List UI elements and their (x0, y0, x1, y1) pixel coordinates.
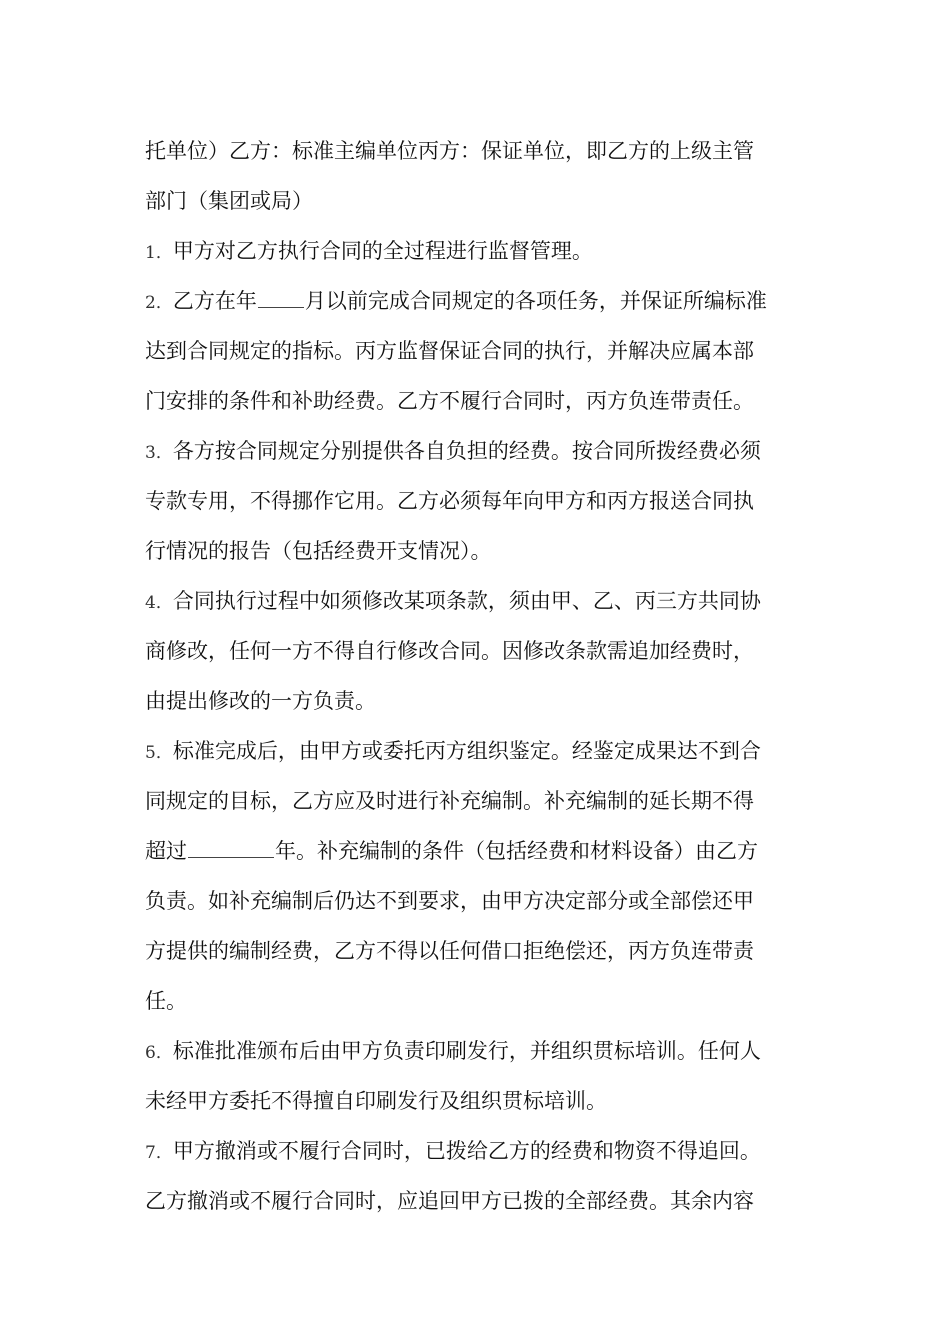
line-text: 合同执行过程中如须修改某项条款，须由甲、乙、丙三方共同协 (172, 589, 761, 613)
clause-4 (145, 586, 825, 618)
clause-number: 1． (145, 243, 173, 263)
text-line (145, 786, 825, 816)
line-text: 月以前完成合同规定的各项任务，并保证所编标准 (304, 289, 767, 313)
clause-number: 5． (145, 743, 173, 763)
text-line (145, 986, 825, 1016)
line-text: 年。补充编制的条件（包括经费和材料设备）由乙方 (275, 839, 758, 863)
clause-2 (145, 286, 825, 318)
line-text: 部门（集团或局） (145, 189, 313, 213)
fill-in-blank (258, 306, 304, 308)
clause-3 (145, 436, 825, 468)
line-text: 专款专用，不得挪作它用。乙方必须每年向甲方和丙方报送合同执 (145, 489, 754, 513)
text-line (145, 636, 825, 666)
clause-number: 2． (145, 293, 173, 313)
text-line (145, 886, 825, 916)
clause-1 (145, 236, 825, 268)
line-text: 各方按合同规定分别提供各自负担的经费。按合同所拨经费必须 (172, 439, 761, 463)
clause-number: 6． (145, 1043, 173, 1063)
line-text: 由提出修改的一方负责。 (145, 689, 376, 713)
text-line (145, 536, 825, 566)
text-line (145, 386, 825, 416)
line-text: 同规定的目标，乙方应及时进行补充编制。补充编制的延长期不得 (145, 789, 754, 813)
line-text: 标准批准颁布后由甲方负责印刷发行，并组织贯标培训。任何人 (172, 1039, 761, 1063)
line-text: 标准完成后，由甲方或委托丙方组织鉴定。经鉴定成果达不到合 (172, 739, 761, 763)
line-text: 任。 (145, 989, 187, 1013)
text-line (145, 936, 825, 966)
clause-5 (145, 736, 825, 768)
line-text: 门安排的条件和补助经费。乙方不履行合同时，丙方负连带责任。 (145, 389, 754, 413)
clause-7 (145, 1136, 825, 1168)
line-text: 负责。如补充编制后仍达不到要求，由甲方决定部分或全部偿还甲 (145, 889, 754, 913)
line-text: 甲方对乙方执行合同的全过程进行监督管理。 (172, 239, 593, 263)
line-text: 托单位）乙方：标准主编单位丙方：保证单位，即乙方的上级主管 (145, 139, 754, 163)
text-line (145, 136, 825, 166)
clause-number: 4． (145, 593, 173, 613)
clause-number: 3． (145, 443, 173, 463)
line-text: 甲方撤消或不履行合同时，已拨给乙方的经费和物资不得追回。 (172, 1139, 761, 1163)
line-text: 乙方在年 (172, 289, 257, 313)
text-line (145, 836, 825, 866)
line-text: 行情况的报告（包括经费开支情况）。 (145, 539, 492, 563)
text-line (145, 686, 825, 716)
line-text: 未经甲方委托不得擅自印刷发行及组织贯标培训。 (145, 1089, 607, 1113)
clause-6 (145, 1036, 825, 1068)
line-text: 商修改，任何一方不得自行修改合同。因修改条款需追加经费时， (145, 639, 754, 663)
text-line (145, 1086, 825, 1116)
text-line (145, 186, 825, 216)
text-line (145, 1186, 825, 1216)
clause-number: 7． (145, 1143, 173, 1163)
line-text: 方提供的编制经费，乙方不得以任何借口拒绝偿还，丙方负连带责 (145, 939, 754, 963)
line-text: 达到合同规定的指标。丙方监督保证合同的执行，并解决应属本部 (145, 339, 754, 363)
fill-in-blank (188, 856, 274, 858)
text-line (145, 336, 825, 366)
line-text: 超过 (145, 839, 187, 863)
text-line (145, 486, 825, 516)
line-text: 乙方撤消或不履行合同时，应追回甲方已拨的全部经费。其余内容 (145, 1189, 754, 1213)
